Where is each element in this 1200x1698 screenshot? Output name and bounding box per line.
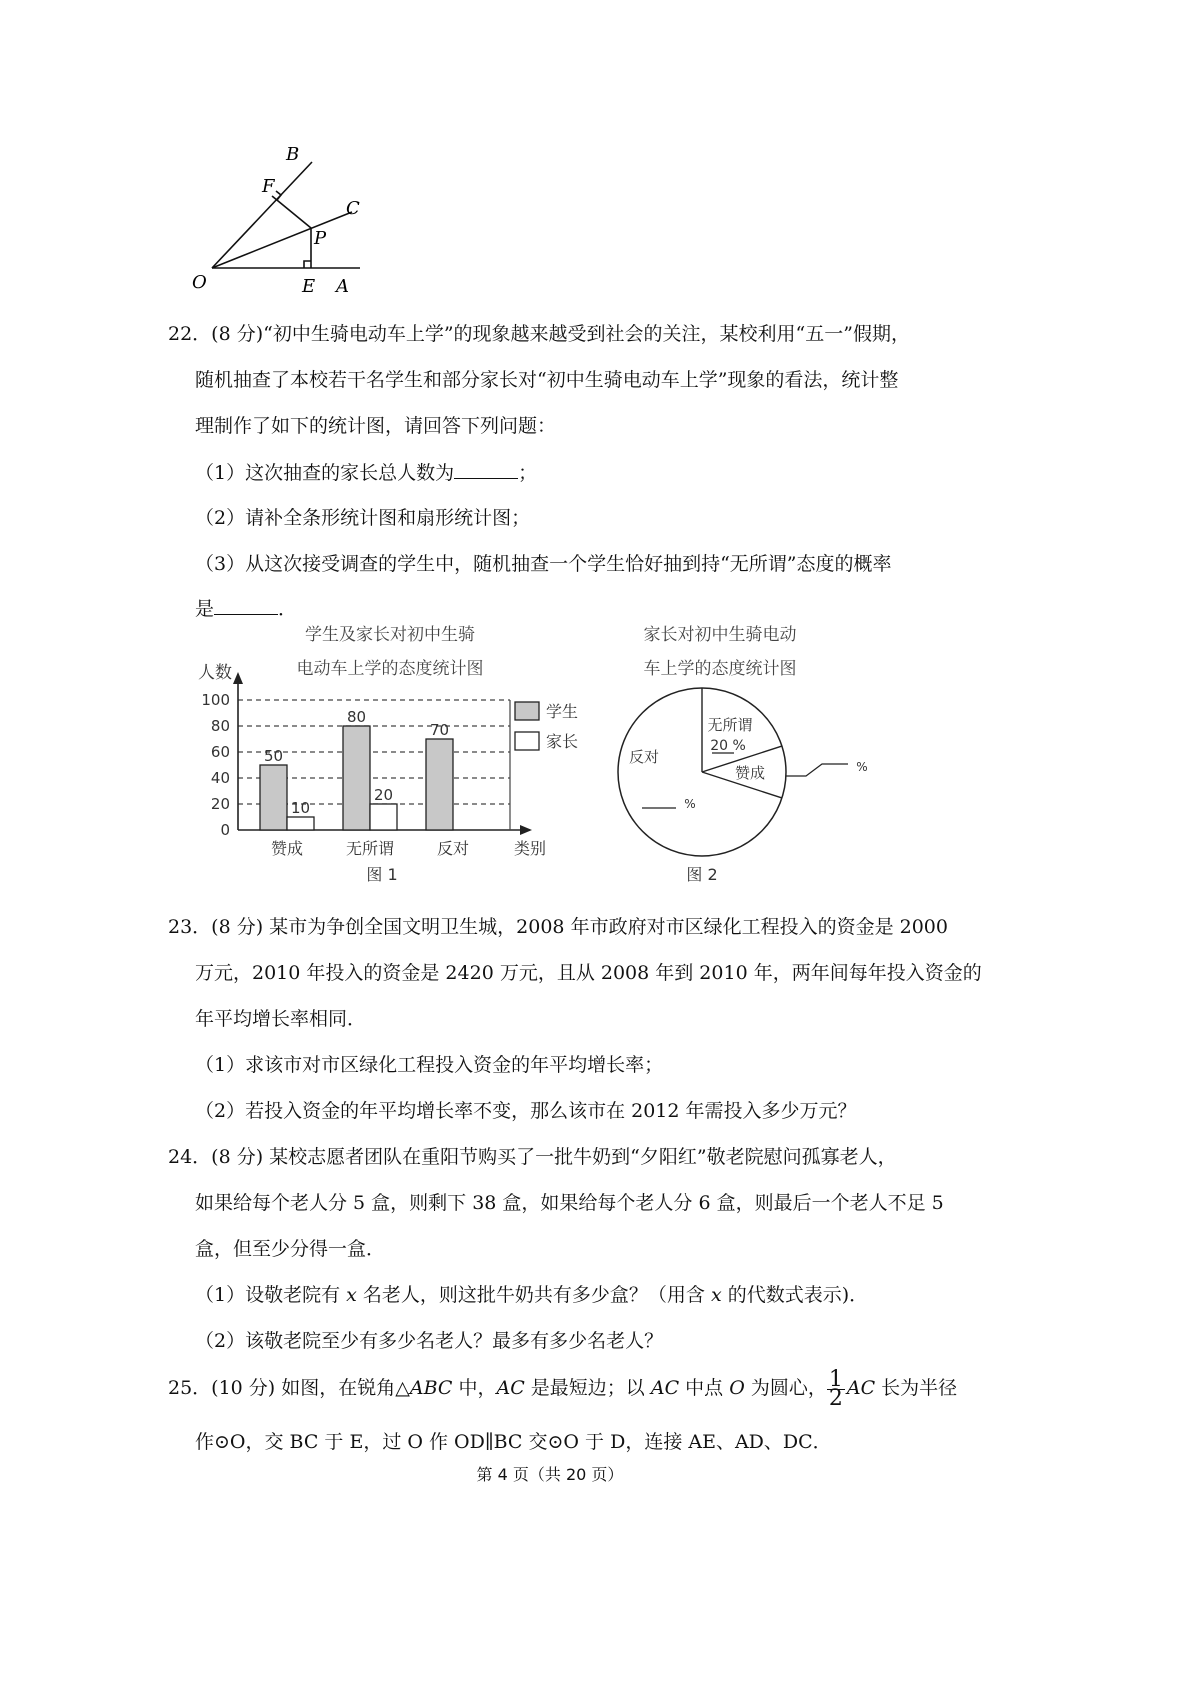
pie-chart-title-line1: 家长对初中生骑电动 xyxy=(643,625,797,645)
q24-line2: 如果给每个老人分 5 盒，则剩下 38 盒，如果给每个老人分 6 盒，则最后一个老人不足 5 xyxy=(195,1192,944,1214)
q23-line1: 23．(8 分) 某市为争创全国文明卫生城，2008 年市政府对市区绿化工程投入的资金是 2000 xyxy=(168,916,948,938)
q22-sub1-end: ； xyxy=(518,462,538,484)
pie-value-fandui: % xyxy=(684,797,696,811)
q22-sub1-text: （1）这次抽查的家长总人数为 xyxy=(195,462,455,484)
pie-label-zancheng: 赞成 xyxy=(734,764,766,782)
y-tick-label: 100 xyxy=(201,691,230,709)
y-axis-arrow xyxy=(233,672,243,684)
bar-chart-title-line1: 学生及家长对初中生骑 xyxy=(305,625,475,645)
q25-l1-c: 中， xyxy=(452,1377,497,1399)
q25-line1 xyxy=(168,1366,958,1411)
label-c: C xyxy=(346,198,360,219)
pie-chart-title xyxy=(600,618,840,686)
label-p: P xyxy=(314,228,327,249)
bar-学生 xyxy=(426,739,453,830)
pie-label-fandui: 反对 xyxy=(628,748,660,766)
q25-l1-b: ABC xyxy=(409,1377,453,1399)
q25-line2: 作⊙O，交 BC 于 E，过 O 作 OD∥BC 交⊙O 于 D，连接 AE、AD、DC． xyxy=(195,1431,832,1453)
bar-家长 xyxy=(287,817,314,830)
q22-line3: 理制作了如下的统计图，请回答下列问题： xyxy=(195,415,557,437)
pie-leader-line xyxy=(786,764,848,776)
pie-value-zancheng: % xyxy=(856,760,868,774)
y-axis-label: 人数 xyxy=(198,663,232,683)
q25-l1-h: O xyxy=(729,1377,745,1399)
q22-sub1 xyxy=(195,458,537,487)
figure-caption: 图 1 xyxy=(366,865,398,884)
x-tick-label: 无所谓 xyxy=(345,839,395,858)
legend-label: 学生 xyxy=(546,702,579,721)
bar-chart xyxy=(180,650,600,890)
q24-sub1-c: 的代数式表示)． xyxy=(721,1284,869,1306)
q25-l1-g: 中点 xyxy=(679,1377,730,1399)
bar-value-label: 20 xyxy=(373,786,394,804)
bar-value-label: 50 xyxy=(263,747,284,765)
bar-学生 xyxy=(260,765,287,830)
x-tick-label: 反对 xyxy=(436,839,470,858)
q24-sub1-b: 名老人，则这批牛奶共有多少盒？（用含 xyxy=(356,1284,711,1306)
y-tick-label: 40 xyxy=(210,769,230,787)
q24-line1: 24．(8 分) 某校志愿者团队在重阳节购买了一批牛奶到“夕阳红”敬老院慰问孤寡老人， xyxy=(168,1146,897,1168)
q23-line2: 万元，2010 年投入的资金是 2420 万元，且从 2008 年到 2010 年，两年间每年投入资金的 xyxy=(195,962,982,984)
q22-sub3-cont-text: 是 xyxy=(195,598,215,620)
label-e: E xyxy=(302,276,316,297)
q22-line2: 随机抽查了本校若干名学生和部分家长对“初中生骑电动车上学”现象的看法，统计整 xyxy=(195,369,899,391)
q25-l1-d: AC xyxy=(496,1377,525,1399)
q25-l1-f: AC xyxy=(650,1377,680,1399)
q24-line3: 盒，但至少分得一盒． xyxy=(195,1238,386,1260)
q24-sub1 xyxy=(195,1281,868,1309)
y-tick-label: 0 xyxy=(220,821,230,839)
pie-chart-title-line2: 车上学的态度统计图 xyxy=(643,659,797,679)
q22-sub3-end: ． xyxy=(278,598,298,620)
label-f: F xyxy=(262,176,275,197)
label-a: A xyxy=(336,276,349,297)
q24-sub1-a: （1）设敬老院有 xyxy=(195,1284,347,1306)
right-angle-e xyxy=(304,261,311,268)
legend-swatch xyxy=(515,732,539,750)
x-axis-label: 类别 xyxy=(513,839,547,858)
q24-sub1-x2: x xyxy=(710,1284,722,1306)
legend-swatch xyxy=(515,702,539,720)
fraction-one-half xyxy=(827,1366,845,1411)
fraction-numerator: 1 xyxy=(828,1366,843,1392)
y-tick-label: 20 xyxy=(210,795,230,813)
label-o: O xyxy=(192,272,207,293)
q25-l1-k: 长为半径 xyxy=(875,1377,958,1399)
page-footer: 第 4 页（共 20 页） xyxy=(476,1465,624,1484)
answer-blank-1[interactable] xyxy=(454,458,518,479)
label-b: B xyxy=(286,144,300,165)
bar-value-label: 80 xyxy=(346,708,367,726)
bar-value-label: 10 xyxy=(290,799,311,817)
fraction-denominator: 2 xyxy=(828,1385,843,1411)
figure-caption: 图 2 xyxy=(686,865,718,884)
q24-sub2: （2）该敬老院至少有多少名老人？最多有多少名老人？ xyxy=(195,1330,664,1352)
y-tick-label: 80 xyxy=(210,717,230,735)
q23-line3: 年平均增长率相同． xyxy=(195,1008,367,1030)
q24-sub1-x: x xyxy=(346,1284,357,1306)
q25-l1-e: 是最短边；以 xyxy=(524,1377,651,1399)
q23-sub2: （2）若投入资金的年平均增长率不变，那么该市在 2012 年需投入多少万元？ xyxy=(195,1100,857,1122)
segment-pf xyxy=(272,196,311,228)
q25-l1-j: AC xyxy=(846,1377,876,1399)
ray-oc xyxy=(212,212,352,268)
pie-value-wusuowei: 20 % xyxy=(710,738,746,754)
x-axis-arrow xyxy=(520,825,532,835)
q22-sub2: （2）请补全条形统计图和扇形统计图； xyxy=(195,507,531,529)
bar-value-label: 70 xyxy=(429,721,450,739)
q23-sub1: （1）求该市对市区绿化工程投入资金的年平均增长率； xyxy=(195,1054,664,1076)
q25-l1-a: 25．(10 分) 如图，在锐角△ xyxy=(168,1377,410,1399)
x-tick-label: 赞成 xyxy=(270,839,304,858)
geometry-figure xyxy=(190,140,390,300)
q22-sub3: （3）从这次接受调查的学生中，随机抽查一个学生恰好抽到持“无所谓”态度的概率 xyxy=(195,553,892,575)
answer-blank-2[interactable] xyxy=(214,594,278,615)
pie-chart xyxy=(600,680,920,890)
pie-label-wusuowei: 无所谓 xyxy=(707,716,753,734)
q22-line1: 22．(8 分)“初中生骑电动车上学”的现象越来越受到社会的关注，某校利用“五一”假期， xyxy=(168,323,910,345)
bar-chart-title-line2: 电动车上学的态度统计图 xyxy=(296,659,484,679)
bar-家长 xyxy=(370,804,397,830)
y-tick-label: 60 xyxy=(210,743,230,761)
legend-label: 家长 xyxy=(546,732,579,751)
bar-学生 xyxy=(343,726,370,830)
q25-l1-i: 为圆心， xyxy=(744,1377,827,1399)
